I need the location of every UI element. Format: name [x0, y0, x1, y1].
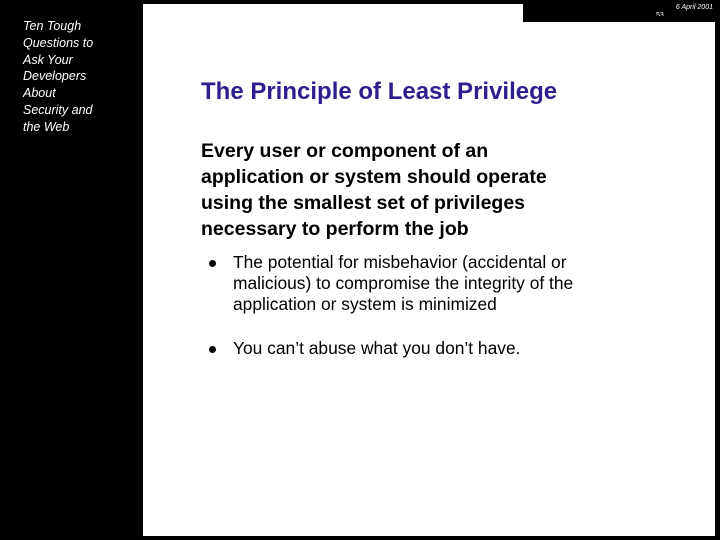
bullet-item	[201, 252, 681, 315]
bullet-item	[201, 338, 681, 359]
sidebar-title	[23, 18, 138, 136]
bullet-line: application or system is minimized	[233, 294, 497, 314]
principle-statement	[201, 138, 547, 242]
sidebar-title-line: Ask Your	[23, 52, 73, 67]
slide-title: The Principle of Least Privilege	[201, 78, 558, 105]
slide-date: 6 April 2001	[675, 4, 713, 11]
sidebar-title-line: Security and	[23, 102, 93, 117]
sidebar-title-line: About	[23, 86, 56, 101]
page-number: 53	[656, 12, 664, 16]
principle-line: using the smallest set of privileges	[201, 192, 526, 214]
sidebar-title-line: Ten Tough	[23, 19, 82, 33]
bullet-text	[233, 252, 681, 315]
bullet-text	[233, 338, 681, 359]
bullet-icon	[209, 260, 216, 267]
bullet-line: malicious) to compromise the integrity of the	[233, 273, 574, 293]
principle-line: necessary to perform the job	[201, 218, 469, 240]
sidebar-title-line: the Web	[23, 119, 70, 134]
sidebar-title-line: Questions to	[23, 35, 94, 50]
sidebar	[0, 0, 143, 540]
header-corner	[523, 0, 720, 22]
bullet-icon	[209, 346, 216, 353]
principle-line: application or system should operate	[201, 166, 547, 188]
bullet-list	[201, 252, 681, 382]
slide-content	[143, 4, 715, 536]
bullet-line: The potential for misbehavior (accidental or	[233, 252, 567, 272]
principle-line: Every user or component of an	[201, 140, 489, 162]
sidebar-title-line: Developers	[23, 69, 87, 84]
bullet-line: You can’t abuse what you don’t have.	[233, 338, 521, 358]
